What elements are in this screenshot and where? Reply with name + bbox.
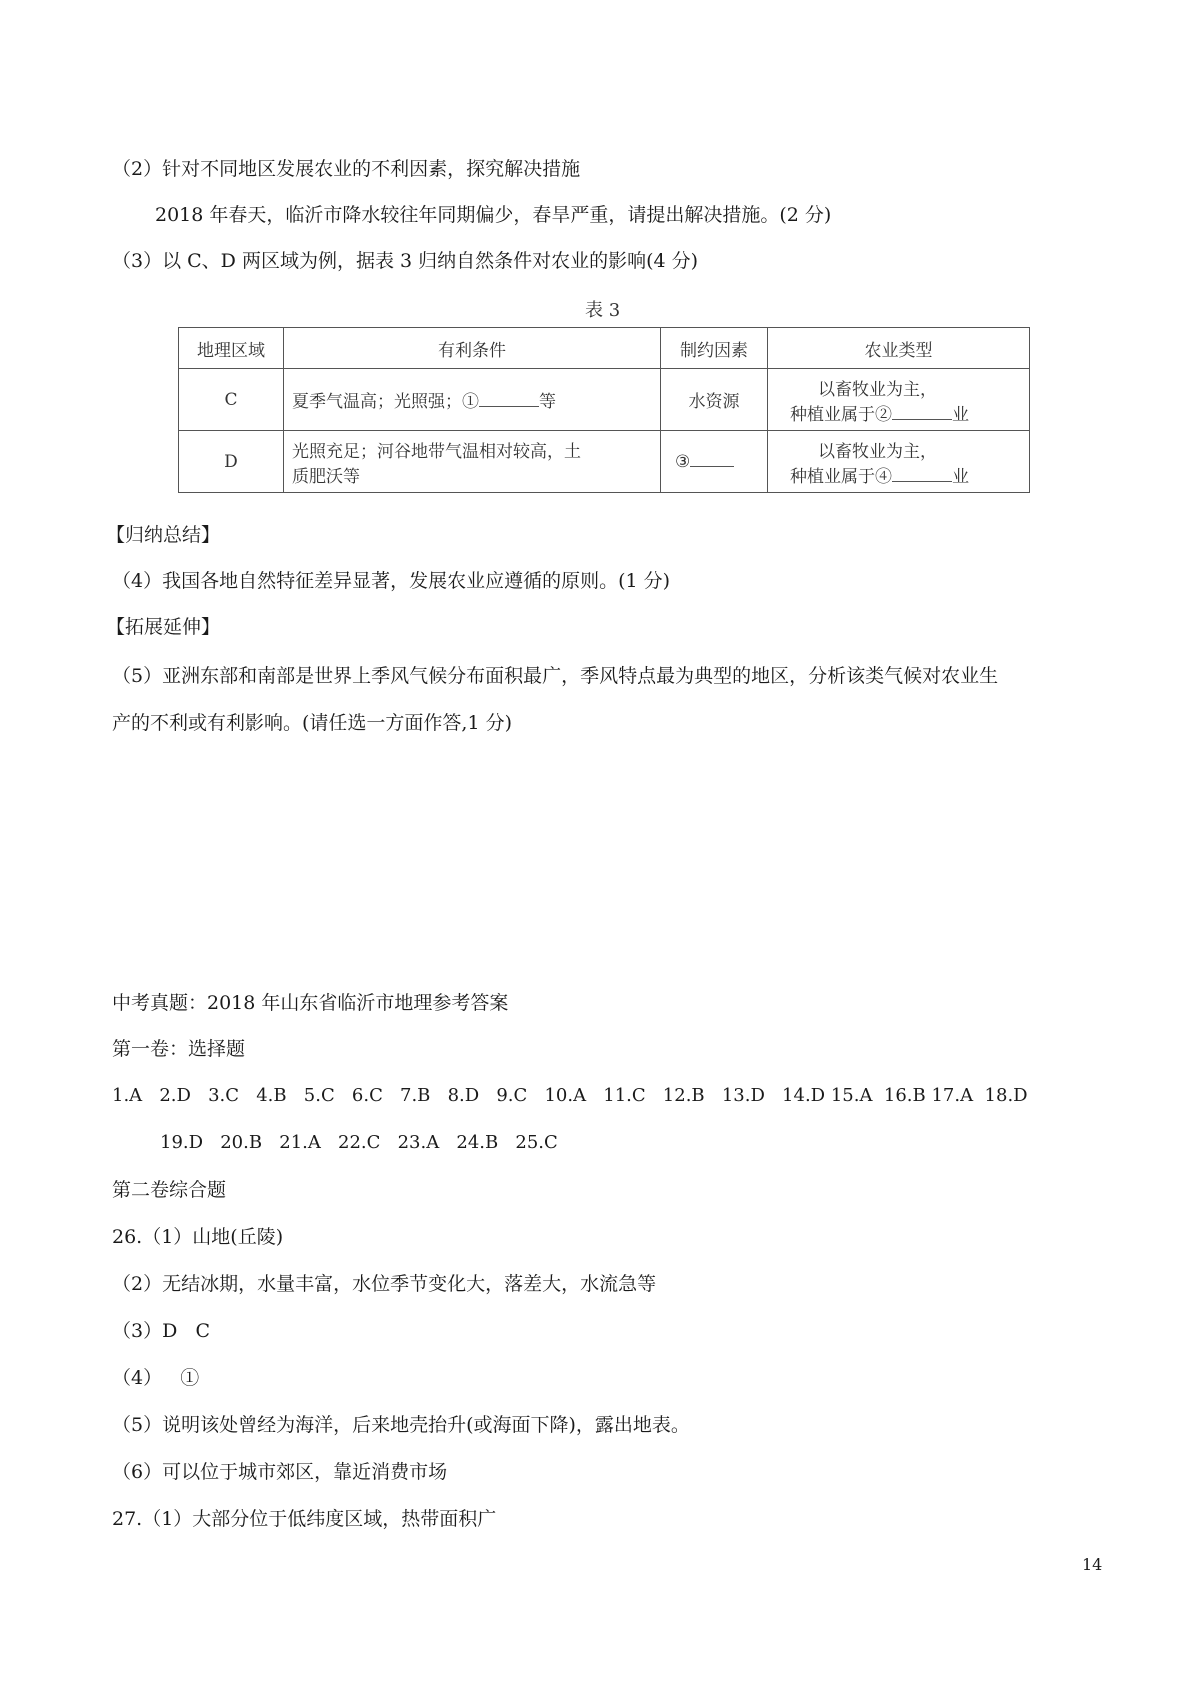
header-constraint: 制约因素	[661, 328, 768, 369]
part-2-heading: 第二卷综合题	[112, 1179, 227, 1201]
fill-blank	[690, 452, 734, 467]
table-row	[179, 431, 1030, 493]
page-number: 14	[1082, 1555, 1103, 1574]
choice-answers-line-1: 1.A 2.D 3.C 4.B 5.C 6.C 7.B 8.D 9.C 10.A 11.C 12.B 13.D 14.D 15.A 16.B 17.A 18.D	[112, 1085, 1028, 1106]
answer-26-4: （4） ①	[112, 1367, 200, 1389]
answers-title: 中考真题：2018 年山东省临沂市地理参考答案	[112, 992, 509, 1014]
answer-27-1: 27.（1）大部分位于低纬度区域，热带面积广	[112, 1508, 497, 1530]
extension-heading: 【拓展延伸】	[106, 616, 221, 638]
fill-blank	[892, 405, 952, 420]
table-3	[178, 327, 1030, 493]
question-2-title: （2）针对不同地区发展农业的不利因素，探究解决措施	[112, 158, 581, 180]
advantage-text: 夏季气温高；光照强；①	[292, 392, 479, 412]
advantage-line-2: 质肥沃等	[292, 466, 360, 487]
table-row	[179, 369, 1030, 431]
constraint-cell: 水资源	[661, 369, 768, 431]
type-line-1: 以畜牧业为主，	[818, 379, 937, 400]
type-cell	[768, 369, 1030, 431]
part-1-heading: 第一卷：选择题	[112, 1038, 246, 1060]
fill-blank	[479, 392, 539, 407]
answer-26-1: 26.（1）山地(丘陵)	[112, 1226, 284, 1248]
header-type: 农业类型	[768, 328, 1030, 369]
question-3: （3）以 C、D 两区域为例，据表 3 归纳自然条件对农业的影响(4 分)	[112, 250, 699, 272]
answer-26-3: （3）D C	[112, 1320, 210, 1342]
answer-26-2: （2）无结冰期，水量丰富，水位季节变化大，落差大，水流急等	[112, 1273, 657, 1295]
choice-answers-line-2: 19.D 20.B 21.A 22.C 23.A 24.B 25.C	[160, 1132, 558, 1153]
type-line-2: 种植业属于② 业	[790, 404, 969, 425]
table-caption: 表 3	[585, 300, 621, 321]
type-line-1: 以畜牧业为主，	[818, 441, 937, 462]
answer-26-5: （5）说明该处曾经为海洋，后来地壳抬升(或海面下降)，露出地表。	[112, 1414, 690, 1436]
type-cell	[768, 431, 1030, 493]
advantage-cell	[284, 431, 661, 493]
type-line-2: 种植业属于④ 业	[790, 466, 969, 487]
question-4: （4）我国各地自然特征差异显著，发展农业应遵循的原则。(1 分)	[112, 570, 671, 592]
table-header-row	[179, 328, 1030, 369]
header-advantage: 有利条件	[284, 328, 661, 369]
header-region: 地理区域	[179, 328, 284, 369]
advantage-cell	[284, 369, 661, 431]
question-5-line-2: 产的不利或有利影响。(请任选一方面作答,1 分)	[112, 712, 512, 734]
region-cell: D	[179, 431, 284, 493]
question-2-text: 2018 年春天，临沂市降水较往年同期偏少，春旱严重，请提出解决措施。(2 分)	[155, 204, 832, 226]
region-cell: C	[179, 369, 284, 431]
answer-26-6: （6）可以位于城市郊区，靠近消费市场	[112, 1461, 448, 1483]
advantage-suffix: 等	[539, 392, 556, 412]
summary-heading: 【归纳总结】	[106, 524, 221, 546]
fill-blank	[892, 467, 952, 482]
advantage-line-1: 光照充足；河谷地带气温相对较高，土	[292, 441, 581, 462]
question-5-line-1: （5）亚洲东部和南部是世界上季风气候分布面积最广，季风特点最为典型的地区，分析该类气候对农业生	[112, 665, 999, 687]
constraint-cell: ③	[661, 431, 768, 493]
